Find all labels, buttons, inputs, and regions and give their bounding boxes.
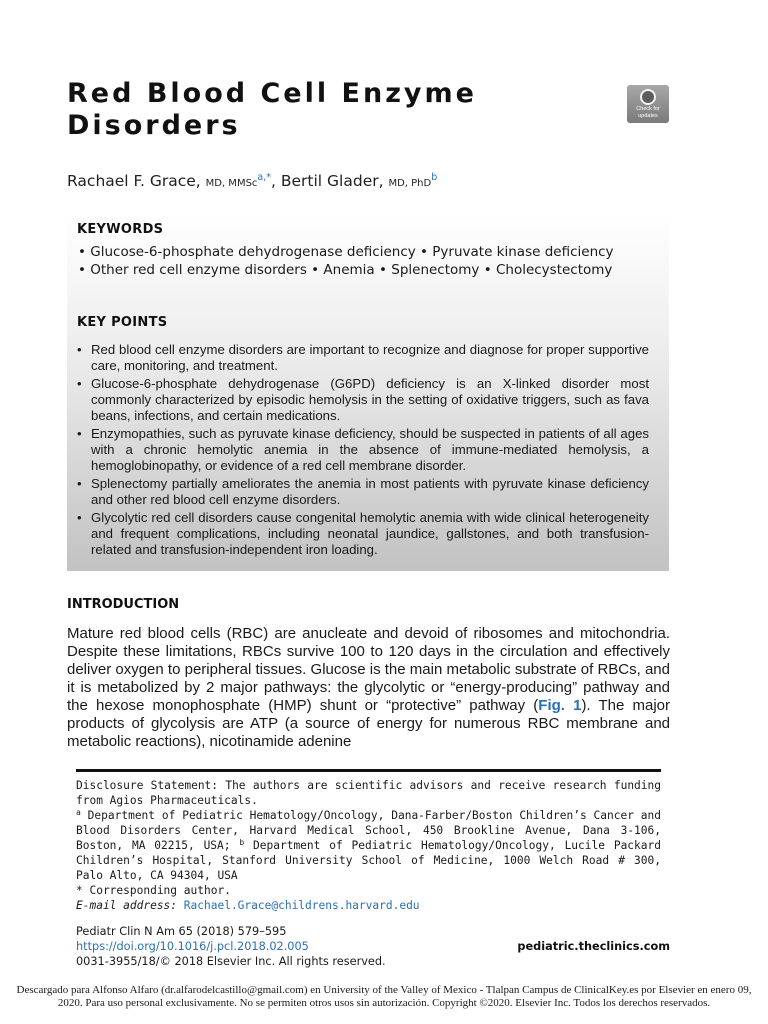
update-ring-icon <box>640 89 656 105</box>
author-degrees: MD, MMSc <box>205 178 258 189</box>
keywords-line: • Glucose-6-phosphate dehydrogenase deficiency • Pyruvate kinase deficiency <box>78 244 614 260</box>
key-point-item: • Splenectomy partially ameliorates the anemia in most patients with pyruvate kinase deficiency and other red blood cell enzyme disorders. <box>77 476 649 508</box>
figure-1-link[interactable]: Fig. 1 <box>538 697 582 714</box>
intro-text-part-1: Mature red blood cells (RBC) are anucleate and devoid of ribosomes and mitochondria. Despite these limitations, RBCs survive 100 to 120 days in the circulation and effectively deliver oxygen to peripheral tissues. Glucose is the main metabolic substrate of RBCs, and it is metabolized by 2 major pathways: the glycolytic or “energy-producing” pathway and the hexose monophosphate (HMP) shunt or “protective” pathway ( <box>67 625 670 714</box>
introduction-heading: INTRODUCTION <box>67 597 180 612</box>
affiliation-a-mark: a <box>76 808 81 817</box>
keywords-line: • Other red cell enzyme disorders • Anemia • Splenectomy • Cholecystectomy <box>78 262 613 278</box>
key-point-item: • Glycolytic red cell disorders cause congenital hemolytic anemia with wide clinical heterogeneity and frequent complications, including neonatal jaundice, gallstones, and both transfusion-related and transfusion-independent iron loading. <box>77 510 649 558</box>
author-affiliation-mark[interactable]: a,* <box>257 172 272 183</box>
affiliation-b: Department of Pediatric Hematology/Oncology, Lucile Packard Children’s Hospital, Stanford University School of Medicine, 1000 Welch Road # 300, Palo Alto, CA 94304, USA <box>76 839 661 882</box>
doi-link[interactable]: https://doi.org/10.1016/j.pcl.2018.02.005 <box>76 940 309 953</box>
article-title <box>67 78 477 142</box>
author-list: Rachael F. Grace, MD, MMSc$^{a,*}$, Bertil Glader, MD, PhD$^b$ <box>67 172 438 190</box>
affiliation-b-mark: b <box>239 838 245 847</box>
footnote-divider <box>76 769 661 772</box>
key-points-list <box>77 342 649 558</box>
keywords-list <box>77 243 649 279</box>
journal-site-link[interactable]: pediatric.theclinics.com <box>517 940 670 953</box>
email-line <box>76 898 661 913</box>
badge-line-2: updates <box>638 113 658 119</box>
author-degrees: MD, PhD <box>388 178 432 189</box>
abstract-box <box>67 212 669 571</box>
title-line-1: Red Blood Cell Enzyme <box>67 78 477 109</box>
copyright-line: 0031-3955/18/© 2018 Elsevier Inc. All rights reserved. <box>76 955 386 968</box>
key-points-heading: KEY POINTS <box>77 315 168 330</box>
badge-line-1: Check for <box>636 106 660 112</box>
keywords-heading: KEYWORDS <box>77 222 164 237</box>
download-notice: Descargado para Alfonso Alfaro (dr.alfarodelcastillo@gmail.com) en University of the Valley of Mexico - Tlalpan Campus de ClinicalKey.es por Elsevier en enero 09, 2020. Para uso personal exclusivamente. No se permiten otros usos sin autorización. Copyright ©2020. Elsevier Inc. Todos los derechos reservados. <box>16 984 752 1009</box>
key-point-item: • Enzymopathies, such as pyruvate kinase deficiency, should be suspected in patients of all ages with a chronic hemolytic anemia in the absence of immune-mediated hemolysis, a hemoglobinopathy, or evidence of a red cell membrane disorder. <box>77 426 649 474</box>
intro-text-part-2: ). The major products of glycolysis are ATP (a source of energy for numerous RBC membrane and metabolic reactions), nicotinamide adenine <box>67 697 670 750</box>
affiliations <box>76 808 661 883</box>
author-name: Rachael F. Grace, <box>67 172 201 190</box>
introduction-paragraph <box>67 625 670 751</box>
title-line-2: Disorders <box>67 110 241 141</box>
email-label: E-mail address: <box>76 899 178 912</box>
affiliation-a: Department of Pediatric Hematology/Oncology, Dana-Farber/Boston Children’s Cancer and Blood Disorders Center, Harvard Medical School, 450 Brookline Avenue, Dana 3-106, Boston, MA 02215, USA; <box>76 809 661 852</box>
email-link[interactable]: Rachael.Grace@childrens.harvard.edu <box>183 899 420 912</box>
key-point-item: • Glucose-6-phosphate dehydrogenase (G6PD) deficiency is an X-linked disorder most commonly characterized by episodic hemolysis in the setting of oxidative triggers, such as fava beans, infections, and certain medications. <box>77 376 649 424</box>
corresponding-author-note: * Corresponding author. <box>76 884 231 897</box>
author-affiliation-mark[interactable]: b <box>431 172 438 183</box>
citation-block <box>76 924 670 969</box>
check-for-updates-badge[interactable] <box>627 85 669 123</box>
author-name: Bertil Glader, <box>280 172 384 190</box>
footnotes <box>76 778 661 913</box>
disclosure-statement: Disclosure Statement: The authors are scientific advisors and receive research funding from Agios Pharmaceuticals. <box>76 779 661 807</box>
journal-citation: Pediatr Clin N Am 65 (2018) 579–595 <box>76 925 287 938</box>
key-point-item: • Red blood cell enzyme disorders are important to recognize and diagnose for proper supportive care, monitoring, and treatment. <box>77 342 649 374</box>
